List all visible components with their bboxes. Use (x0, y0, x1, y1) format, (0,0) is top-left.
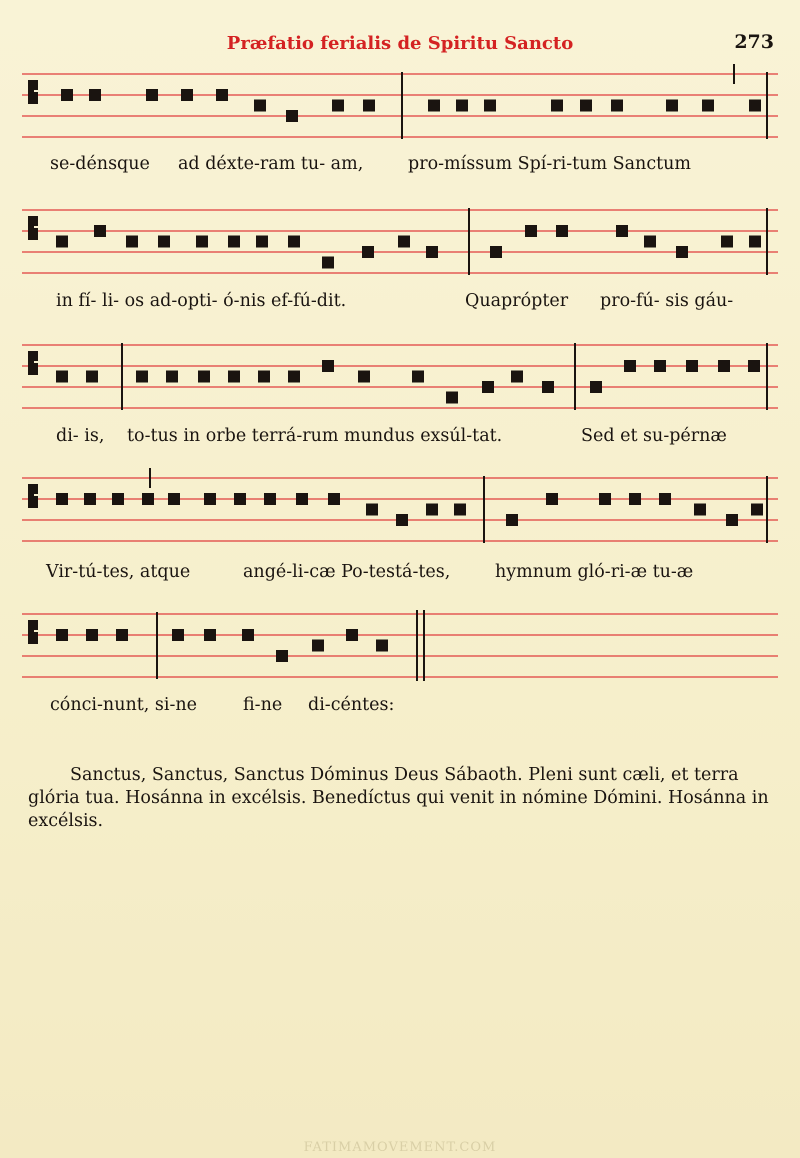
c-clef-icon (28, 216, 38, 240)
lyric-segment: pro-míssum Spí-ri-tum Sanctum (408, 154, 692, 174)
punctum-note (61, 89, 73, 101)
punctum-note (363, 100, 375, 112)
lyric-segment: fi-ne (243, 695, 283, 715)
chant-staff-1 (22, 70, 778, 150)
staff-svg (22, 610, 778, 690)
punctum-note (490, 246, 502, 258)
punctum-note (254, 100, 266, 112)
punctum-note (288, 371, 300, 383)
staff-svg (22, 341, 778, 421)
lyric-segment: to-tus in orbe terrá-rum mundus exsúl-tat. (127, 426, 503, 446)
punctum-note (264, 493, 276, 505)
lyric-segment: in fí- li- os ad-opti- ó-nis ef-fú-dit. (56, 291, 347, 311)
punctum-note (624, 360, 636, 372)
punctum-note (506, 514, 518, 526)
c-clef-icon (28, 80, 38, 104)
c-clef-icon (28, 620, 38, 644)
staff-svg (22, 206, 778, 286)
lyric-segment: di- is, (56, 426, 105, 446)
punctum-note (599, 493, 611, 505)
punctum-note (749, 100, 761, 112)
punctum-note (228, 236, 240, 248)
punctum-note (126, 236, 138, 248)
punctum-note (412, 371, 424, 383)
lyric-segment: Sed et su-pérnæ (581, 426, 727, 446)
c-clef-icon (28, 351, 38, 375)
staff-svg (22, 474, 778, 554)
punctum-note (258, 371, 270, 383)
punctum-note (366, 504, 378, 516)
punctum-note (146, 89, 158, 101)
punctum-note (142, 493, 154, 505)
punctum-note (659, 493, 671, 505)
punctum-note (525, 225, 537, 237)
punctum-note (749, 236, 761, 248)
punctum-note (426, 504, 438, 516)
lyric-segment: Vir-tú-tes, atque (46, 562, 191, 582)
punctum-note (256, 236, 268, 248)
punctum-note (86, 371, 98, 383)
c-clef-icon (28, 484, 38, 508)
punctum-note (718, 360, 730, 372)
sanctus-paragraph: Sanctus, Sanctus, Sanctus Dóminus Deus Sábaoth. Pleni sunt cæli, et terra glória tua. Hosánna in excélsis. Benedíctus qui venit in nómine Dómini. Hosánna in excélsis. (28, 765, 769, 831)
chant-staff-2 (22, 206, 778, 286)
punctum-note (551, 100, 563, 112)
punctum-note (362, 246, 374, 258)
punctum-note (332, 100, 344, 112)
lyric-segment: cónci-nunt, si-ne (50, 695, 198, 715)
punctum-note (136, 371, 148, 383)
punctum-note (204, 493, 216, 505)
punctum-note (172, 629, 184, 641)
watermark: FATIMAMOVEMENT.COM (303, 1140, 497, 1155)
lyric-segment: di-céntes: (308, 695, 395, 715)
punctum-note (454, 504, 466, 516)
punctum-note (168, 493, 180, 505)
punctum-note (286, 110, 298, 122)
punctum-note (580, 100, 592, 112)
page-number: 273 (734, 31, 774, 53)
lyric-line-5 (0, 695, 800, 775)
punctum-note (322, 360, 334, 372)
punctum-note (751, 504, 763, 516)
punctum-note (94, 225, 106, 237)
punctum-note (228, 371, 240, 383)
punctum-note (396, 514, 408, 526)
punctum-note (328, 493, 340, 505)
chant-staff-3 (22, 341, 778, 421)
punctum-note (654, 360, 666, 372)
punctum-note (288, 236, 300, 248)
punctum-note (376, 640, 388, 652)
punctum-note (276, 650, 288, 662)
punctum-note (556, 225, 568, 237)
sanctus-text (28, 764, 770, 833)
punctum-note (511, 371, 523, 383)
punctum-note (166, 371, 178, 383)
punctum-note (676, 246, 688, 258)
punctum-note (726, 514, 738, 526)
lyric-segment: Quaprópter (465, 291, 569, 311)
punctum-note (694, 504, 706, 516)
punctum-note (112, 493, 124, 505)
punctum-note (590, 381, 602, 393)
punctum-note (312, 640, 324, 652)
staff-svg (22, 70, 778, 150)
punctum-note (56, 493, 68, 505)
punctum-note (546, 493, 558, 505)
punctum-note (484, 100, 496, 112)
chant-staff-5 (22, 610, 778, 690)
punctum-note (644, 236, 656, 248)
punctum-note (56, 236, 68, 248)
punctum-note (542, 381, 554, 393)
punctum-note (198, 371, 210, 383)
punctum-note (346, 629, 358, 641)
punctum-note (84, 493, 96, 505)
punctum-note (456, 100, 468, 112)
punctum-note (358, 371, 370, 383)
punctum-note (428, 100, 440, 112)
punctum-note (721, 236, 733, 248)
punctum-note (216, 89, 228, 101)
punctum-note (116, 629, 128, 641)
punctum-note (158, 236, 170, 248)
punctum-note (322, 257, 334, 269)
punctum-note (56, 371, 68, 383)
lyric-segment: hymnum gló-ri-æ tu-æ (495, 562, 694, 582)
punctum-note (702, 100, 714, 112)
punctum-note (482, 381, 494, 393)
punctum-note (181, 89, 193, 101)
punctum-note (204, 629, 216, 641)
lyric-segment: pro-fú- sis gáu- (600, 291, 734, 311)
punctum-note (748, 360, 760, 372)
punctum-note (616, 225, 628, 237)
punctum-note (234, 493, 246, 505)
lyric-segment: se-dénsque (50, 154, 150, 174)
punctum-note (686, 360, 698, 372)
punctum-note (242, 629, 254, 641)
punctum-note (89, 89, 101, 101)
lyric-segment: angé-li-cæ Po-testá-tes, (243, 562, 451, 582)
lyric-segment: ad déxte-ram tu- am, (178, 154, 364, 174)
punctum-note (86, 629, 98, 641)
punctum-note (296, 493, 308, 505)
punctum-note (426, 246, 438, 258)
page-title: Præfatio ferialis de Spiritu Sancto (226, 33, 574, 54)
punctum-note (611, 100, 623, 112)
punctum-note (629, 493, 641, 505)
punctum-note (56, 629, 68, 641)
punctum-note (666, 100, 678, 112)
punctum-note (398, 236, 410, 248)
punctum-note (446, 392, 458, 404)
punctum-note (196, 236, 208, 248)
chant-staff-4 (22, 474, 778, 554)
